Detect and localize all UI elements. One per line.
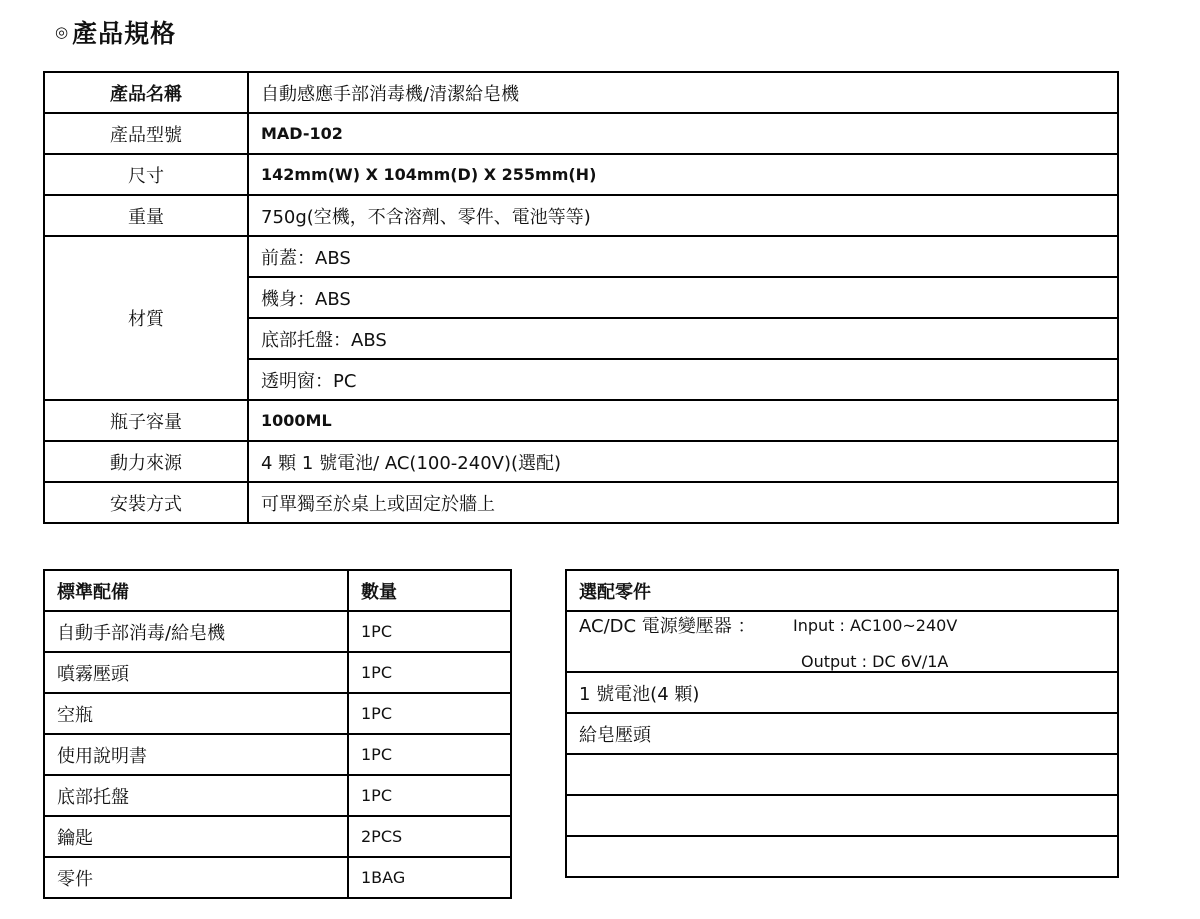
table-row (44, 611, 511, 652)
spec-value-install: 可單獨至於桌上或固定於牆上 (248, 482, 1118, 523)
standard-item-qty: 2PCS (348, 816, 511, 857)
spec-label-material: 材質 (44, 236, 248, 400)
spec-value-size: 142mm(W) X 104mm(D) X 255mm(H) (248, 154, 1118, 195)
optional-header: 選配零件 (566, 570, 1118, 611)
page-title (55, 14, 176, 50)
optional-header-row (566, 570, 1118, 611)
standard-item-name: 自動手部消毒/給皂機 (44, 611, 348, 652)
page-title-text: 產品規格 (72, 19, 177, 48)
spec-label-install: 安裝方式 (44, 482, 248, 523)
adapter-label: AC/DC 電源變壓器 ： (579, 616, 756, 637)
spec-row-capacity (44, 400, 1118, 441)
adapter-output: Output : DC 6V/1A (801, 652, 949, 671)
standard-item-qty: 1PC (348, 775, 511, 816)
spec-label-name: 產品名稱 (44, 72, 248, 113)
spec-value-capacity: 1000ML (248, 400, 1118, 441)
spec-row-size (44, 154, 1118, 195)
spec-label-weight: 重量 (44, 195, 248, 236)
spec-row-name (44, 72, 1118, 113)
spec-value-weight: 750g(空機，不含溶劑、零件、電池等等) (248, 195, 1118, 236)
standard-header-qty: 數量 (348, 570, 511, 611)
table-row (44, 693, 511, 734)
spec-row-weight (44, 195, 1118, 236)
empty-cell (566, 754, 1118, 795)
standard-item-name: 使用說明書 (44, 734, 348, 775)
adapter-input: Input : AC100~240V (793, 615, 958, 635)
standard-item-qty: 1PC (348, 652, 511, 693)
spec-value-name: 自動感應手部消毒機/清潔給皂機 (248, 72, 1118, 113)
empty-cell (566, 836, 1118, 877)
standard-item-qty: 1BAG (348, 857, 511, 898)
standard-item-name: 零件 (44, 857, 348, 898)
table-row (44, 734, 511, 775)
spec-value-material-4: 透明窗：PC (248, 359, 1118, 400)
optional-adapter-cell (566, 611, 1118, 672)
table-row (44, 857, 511, 898)
standard-item-name: 底部托盤 (44, 775, 348, 816)
table-row (44, 775, 511, 816)
table-row-empty (566, 795, 1118, 836)
optional-item: 給皂壓頭 (566, 713, 1118, 754)
standard-item-qty: 1PC (348, 693, 511, 734)
spec-value-power: 4 顆 1 號電池/ AC(100-240V)(選配) (248, 441, 1118, 482)
standard-item-name: 鑰匙 (44, 816, 348, 857)
table-row (566, 672, 1118, 713)
standard-header-name: 標準配備 (44, 570, 348, 611)
spec-row-model (44, 113, 1118, 154)
spec-label-model: 產品型號 (44, 113, 248, 154)
table-row-empty (566, 836, 1118, 877)
spec-value-material-1: 前蓋：ABS (248, 236, 1118, 277)
standard-item-name: 空瓶 (44, 693, 348, 734)
standard-item-qty: 1PC (348, 611, 511, 652)
table-row (44, 652, 511, 693)
spec-row-install (44, 482, 1118, 523)
spec-row-power (44, 441, 1118, 482)
spec-table (43, 71, 1119, 524)
spec-value-material-3: 底部托盤：ABS (248, 318, 1118, 359)
adapter-line-input (579, 612, 1117, 638)
spec-value-material-2: 機身：ABS (248, 277, 1118, 318)
standard-item-qty: 1PC (348, 734, 511, 775)
table-row (44, 816, 511, 857)
standard-item-name: 噴霧壓頭 (44, 652, 348, 693)
spec-value-model: MAD-102 (248, 113, 1118, 154)
table-row (566, 713, 1118, 754)
circle-mark-icon: ◎ (55, 23, 70, 41)
spec-label-capacity: 瓶子容量 (44, 400, 248, 441)
spec-label-size: 尺寸 (44, 154, 248, 195)
optional-parts-table (565, 569, 1119, 878)
optional-item: 1 號電池(4 顆) (566, 672, 1118, 713)
standard-header-row (44, 570, 511, 611)
spec-label-power: 動力來源 (44, 441, 248, 482)
spec-row-material-1 (44, 236, 1118, 277)
standard-equipment-table (43, 569, 512, 899)
table-row-empty (566, 754, 1118, 795)
empty-cell (566, 795, 1118, 836)
